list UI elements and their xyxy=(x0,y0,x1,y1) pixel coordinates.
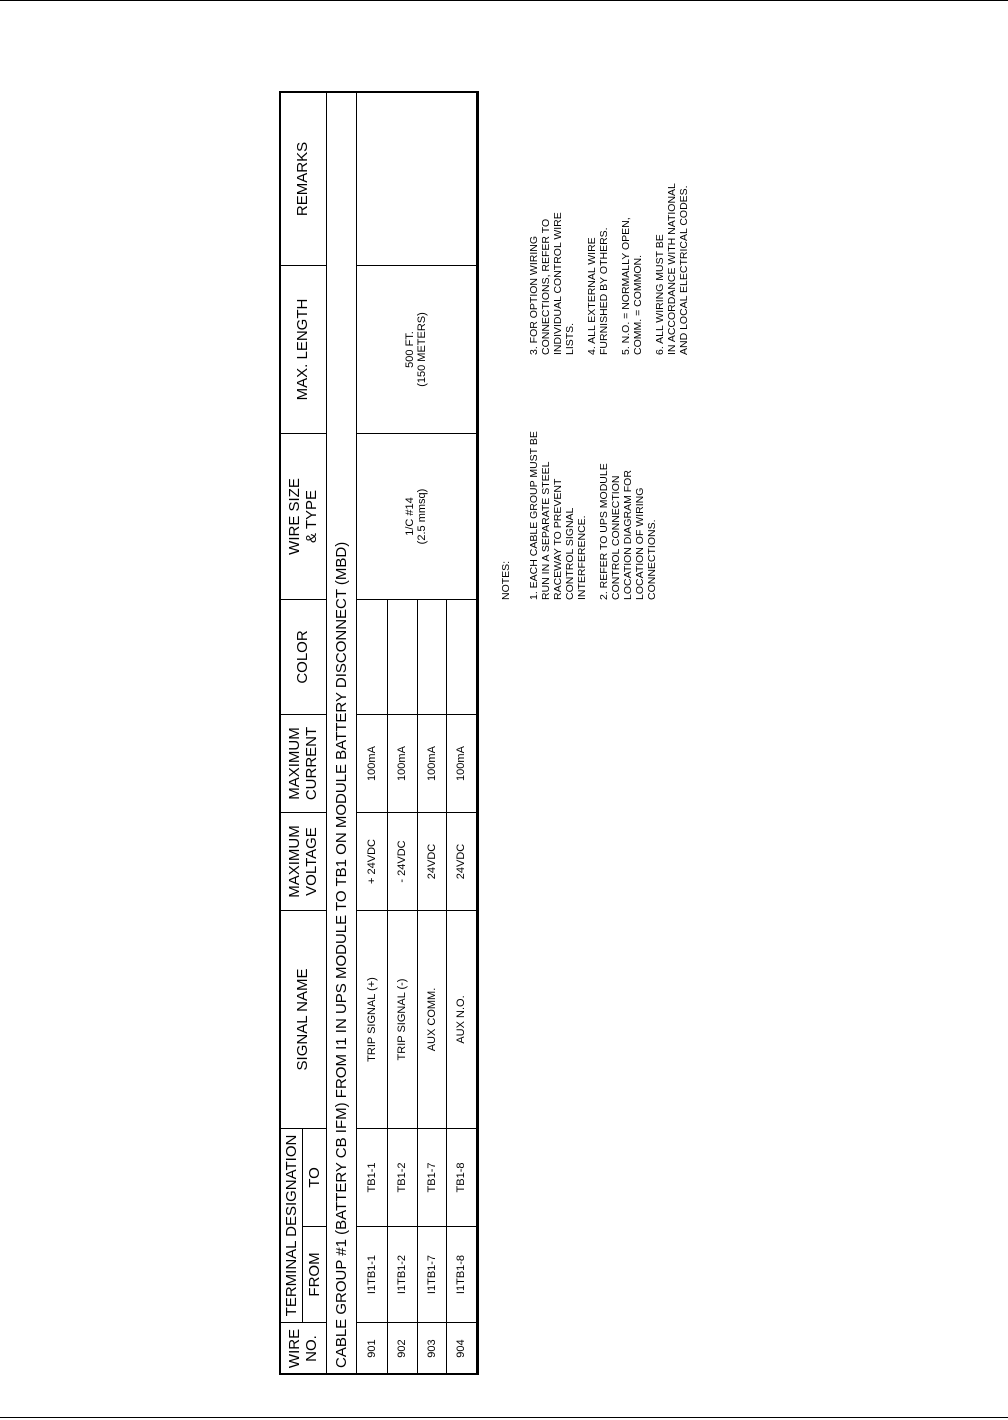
max-voltage: 24VDC xyxy=(447,813,477,911)
header-wire-no: WIRE NO. xyxy=(280,1323,327,1375)
header-max-voltage: MAXIMUM VOLTAGE xyxy=(280,813,327,911)
note-item: 2. REFER TO UPS MODULE CONTROL CONNECTION LOCATION DIAGRAM FOR LOCATION OF WIRING CONNECTIONS. xyxy=(598,463,658,600)
header-terminal-designation: TERMINAL DESIGNATION xyxy=(280,1129,303,1323)
note-item: 4. ALL EXTERNAL WIRE FURNISHED BY OTHERS. xyxy=(586,227,610,355)
max-voltage: - 24VDC xyxy=(388,813,418,911)
terminal-to: TB1-8 xyxy=(447,1129,477,1227)
signal-name: AUX COMM. xyxy=(417,911,447,1129)
max-current: 100mA xyxy=(388,715,418,813)
wire-color xyxy=(447,600,477,715)
signal-name: AUX N.O. xyxy=(447,911,477,1129)
table-row xyxy=(356,93,388,1375)
terminal-from: I1TB1-2 xyxy=(388,1227,418,1323)
signal-name: TRIP SIGNAL (+) xyxy=(356,911,388,1129)
note-item: 5. N.O. = NORMALLY OPEN, COMM. = COMMON. xyxy=(620,217,644,355)
header-from: FROM xyxy=(303,1227,326,1323)
max-current: 100mA xyxy=(447,715,477,813)
header-max-length: MAX. LENGTH xyxy=(280,266,327,434)
wire-number: 901 xyxy=(356,1323,388,1375)
cable-group-title: CABLE GROUP #1 (BATTERY CB IFM) FROM I1 IN UPS MODULE TO TB1 ON MODULE BATTERY DISCONNECT (MBD) xyxy=(326,93,356,1375)
header-remarks: REMARKS xyxy=(280,93,327,266)
wire-number: 904 xyxy=(447,1323,477,1375)
terminal-to: TB1-7 xyxy=(417,1129,447,1227)
note-item: 6. ALL WIRING MUST BE IN ACCORDANCE WITH NATIONAL AND LOCAL ELECTRICAL CODES. xyxy=(654,183,690,355)
signal-name: TRIP SIGNAL (-) xyxy=(388,911,418,1129)
header-signal-name: SIGNAL NAME xyxy=(280,911,327,1129)
top-rule xyxy=(0,0,1008,1)
max-length: 500 FT. (150 METERS) xyxy=(356,266,476,434)
terminal-from: I1TB1-1 xyxy=(356,1227,388,1323)
wiring-table xyxy=(279,92,477,1375)
notes-column-left xyxy=(500,390,668,600)
max-voltage: + 24VDC xyxy=(356,813,388,911)
remarks xyxy=(356,93,476,266)
terminal-from: I1TB1-8 xyxy=(447,1227,477,1323)
max-current: 100mA xyxy=(417,715,447,813)
max-voltage: 24VDC xyxy=(417,813,447,911)
wire-number: 902 xyxy=(388,1323,418,1375)
terminal-from: I1TB1-7 xyxy=(417,1227,447,1323)
notes-block xyxy=(500,160,740,600)
bottom-rule xyxy=(0,1417,1008,1418)
header-color: COLOR xyxy=(280,600,327,715)
wire-color xyxy=(417,600,447,715)
header-wire-size: WIRE SIZE & TYPE xyxy=(280,434,327,600)
note-item: 3. FOR OPTION WIRING CONNECTIONS, REFER TO INDIVIDUAL CONTROL WIRE LISTS. xyxy=(528,212,576,355)
note-item: 1. EACH CABLE GROUP MUST BE RUN IN A SEPARATE STEEL RACEWAY TO PREVENT CONTROL SIGNAL INTERFERENCE. xyxy=(528,431,588,600)
header-to: TO xyxy=(303,1129,326,1227)
notes-column-right xyxy=(528,145,700,355)
terminal-to: TB1-2 xyxy=(388,1129,418,1227)
notes-heading: NOTES: xyxy=(500,560,512,600)
header-max-current: MAXIMUM CURRENT xyxy=(280,715,327,813)
wire-size-type: 1/C #14 (2.5 mmsq) xyxy=(356,434,476,600)
wire-number: 903 xyxy=(417,1323,447,1375)
terminal-to: TB1-1 xyxy=(356,1129,388,1227)
wire-color xyxy=(388,600,418,715)
wire-color xyxy=(356,600,388,715)
max-current: 100mA xyxy=(356,715,388,813)
notes-block-rotated xyxy=(500,160,740,600)
